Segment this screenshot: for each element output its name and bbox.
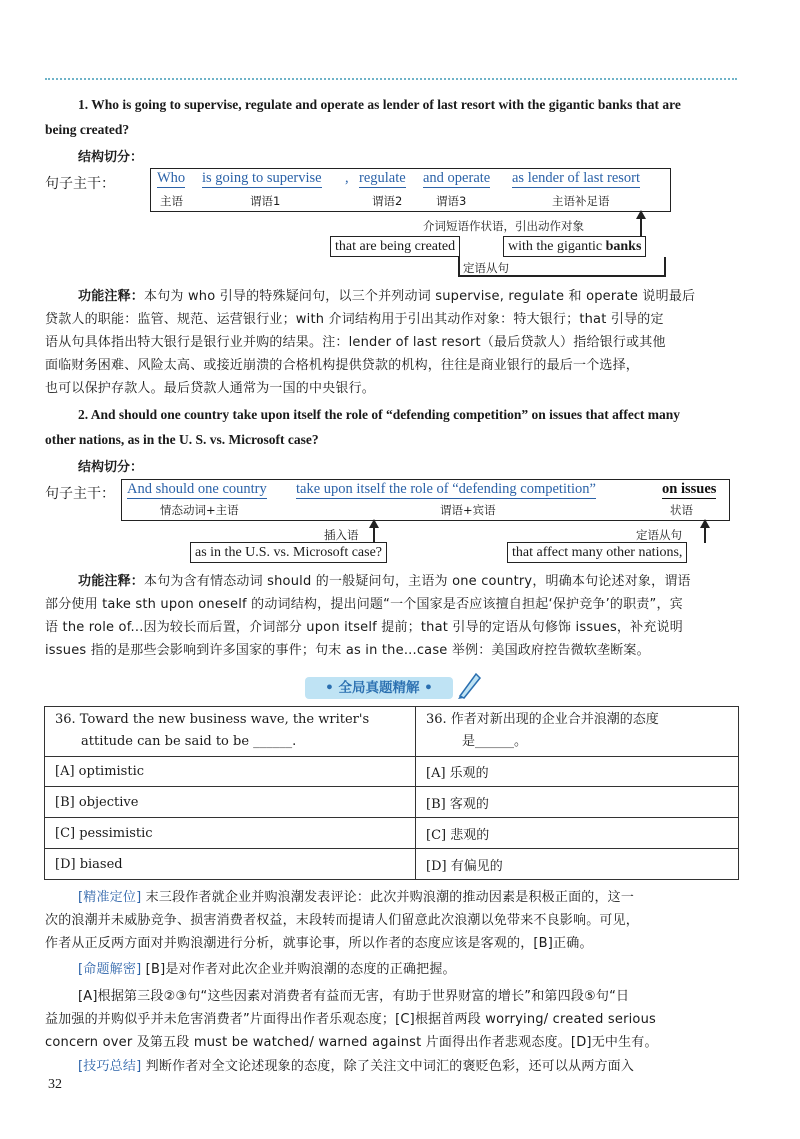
pen-icon xyxy=(456,670,482,700)
q1-role-pred2: 谓语2 xyxy=(372,194,403,208)
analysis-line2: 次的浪潮并未威胁竞争、损害消费者权益，末段转而提请人们留意此次浪潮以免带来不良影响。可见， xyxy=(45,913,640,928)
q2-main-label: 句子主干： xyxy=(45,486,115,502)
q2-func-line3: 语 the role of...因为较长而后置，介词部分 upon itself 提前；that 引导的定语从句修饰 issues，补充说明 xyxy=(45,620,683,635)
option-d-zh: [D] 有偏见的 xyxy=(416,849,739,880)
q1-func-line5: 也可以保护存款人。最后贷款人通常为一国的中央银行。 xyxy=(45,381,376,396)
q1-attr-bracket-right xyxy=(664,257,666,275)
q1-seg-comma: , xyxy=(345,170,349,186)
zh-stem-line1: 36. 作者对新出现的企业合并浪潮的态度 xyxy=(426,712,659,727)
section-badge: • 全局真题精解 • xyxy=(305,677,453,699)
q1-func-text1: 本句为 who 引导的特殊疑问句，以三个并列动词 supervise, regulate 和 operate 说明最后 xyxy=(144,289,696,304)
option-b-zh: [B] 客观的 xyxy=(416,787,739,818)
q2-sentence-line2: other nations, as in the U. S. vs. Microsoft case? xyxy=(45,432,319,447)
q1-func-line3: 语从句具体指出特大银行是银行业并购的结果。注：lender of last resort（最后贷款人）指给银行或其他 xyxy=(45,335,666,350)
q2-func-line4: issues 指的是那些会影响到许多国家的事件；句末 as in the...case 举例：美国政府控告微软垄断案。 xyxy=(45,643,650,658)
q2-func-text1: 本句为含有情态动词 should 的一般疑问句，主语为 one country，明确本句论述对象，谓语 xyxy=(144,574,691,589)
q1-sentence-line2: being created? xyxy=(45,122,130,137)
option-b-en: [B] objective xyxy=(45,787,416,818)
q2-role-subject: 情态动词+主语 xyxy=(160,503,239,517)
tag-precise-location: [精准定位] xyxy=(78,890,142,905)
analysis-text2: [B]是对作者对此次企业并购浪潮的态度的正确把握。 xyxy=(141,962,456,977)
q2-seg-issues: on issues xyxy=(662,481,717,497)
analysis-line4 xyxy=(78,958,748,981)
en-stem-cell xyxy=(45,707,416,757)
analysis-line3: 作者从正反两方面对并购浪潮进行分析，就事论事，所以作者的态度应该是客观的，[B]正确。 xyxy=(45,936,593,951)
q2-seg-predicate: take upon itself the role of “defending competition” xyxy=(296,481,596,497)
q1-box-prep-text: with the gigantic xyxy=(508,239,606,254)
q1-box-clause: that are being created xyxy=(330,236,460,257)
q2-arrow-attr-line xyxy=(704,527,706,543)
option-a-en: [A] optimistic xyxy=(45,757,416,787)
q1-structure-label: 结构切分： xyxy=(78,150,144,165)
en-stem-line2: attitude can be said to be ______. xyxy=(81,734,297,749)
q1-main-label: 句子主干： xyxy=(45,176,115,192)
q1-seg-who: Who xyxy=(157,170,186,186)
analysis-line1 xyxy=(78,886,748,909)
q1-sentence-line1: 1. Who is going to supervise, regulate and operate as lender of last resort with the gigantic banks that are xyxy=(78,97,681,112)
table-row-option xyxy=(45,787,739,818)
q1-seg-supervise: is going to supervise xyxy=(202,170,322,186)
q1-seg-operate: and operate xyxy=(423,170,491,186)
q2-note-attr: 定语从句 xyxy=(636,528,682,542)
q1-note-attr: 定语从句 xyxy=(463,261,509,275)
q2-func-line1 xyxy=(78,570,748,593)
analysis-line7: concern over 及第五段 must be watched/ warned against 片面得出作者悲观态度。[D]无中生有。 xyxy=(45,1035,658,1050)
q2-structure-label: 结构切分： xyxy=(78,460,144,475)
analysis-text4: 判断作者对全文论述现象的态度，除了关注文中词汇的褒贬色彩，还可以从两方面入 xyxy=(141,1059,635,1074)
option-a-zh: [A] 乐观的 xyxy=(416,757,739,787)
q2-note-insert: 插入语 xyxy=(324,528,359,542)
q1-role-subject: 主语 xyxy=(160,194,183,208)
en-stem-line1: 36. Toward the new business wave, the writer's xyxy=(55,712,370,727)
option-c-en: [C] pessimistic xyxy=(45,818,416,849)
tag-technique-summary: [技巧总结] xyxy=(78,1059,142,1074)
q2-seg-subject: And should one country xyxy=(127,481,267,497)
q2-box-insert: as in the U.S. vs. Microsoft case? xyxy=(190,542,387,563)
zh-stem-line2: 是______。 xyxy=(462,734,528,749)
table-row-option xyxy=(45,818,739,849)
q1-func-label: 功能注释： xyxy=(78,289,145,304)
table-row-option xyxy=(45,849,739,880)
q1-note-prep: 介词短语作状语，引出动作对象 xyxy=(423,219,584,233)
q1-func-line2: 贷款人的职能：监管、规范、运营银行业；with 介词结构用于引出其动作对象：特大银行；that 引导的定 xyxy=(45,312,664,327)
q1-seg-regulate: regulate xyxy=(359,170,406,186)
q1-func-line4: 面临财务困难、风险太高、或接近崩溃的合格机构提供贷款的机构，往往是商业银行的最后一个选择， xyxy=(45,358,640,373)
zh-stem-cell xyxy=(416,707,739,757)
tag-question-decode: [命题解密] xyxy=(78,962,142,977)
q1-func-line1 xyxy=(78,285,748,308)
q2-func-label: 功能注释： xyxy=(78,574,145,589)
q1-role-pred1: 谓语1 xyxy=(250,194,281,208)
q2-role-predicate: 谓语+宾语 xyxy=(440,503,496,517)
option-d-en: [D] biased xyxy=(45,849,416,880)
analysis-text1-a: 末三段作者就企业并购浪潮发表评论：此次并购浪潮的推动因素是积极正面的，这一 xyxy=(141,890,635,905)
question-table xyxy=(44,706,739,880)
analysis-line5: [A]根据第三段②③句“这些因素对消费者有益而无害，有助于世界财富的增长”和第四段⑤句“日 xyxy=(78,989,630,1004)
q1-attr-bracket-left xyxy=(458,257,460,275)
q1-role-complement: 主语补足语 xyxy=(552,194,610,208)
q1-seg-lender: as lender of last resort xyxy=(512,170,641,186)
q1-box-prep xyxy=(503,236,646,257)
q2-func-line2: 部分使用 take sth upon oneself 的动词结构，提出问题“一个国家是否应该擅自担起‘保护竞争’的职责”，宾 xyxy=(45,597,683,612)
analysis-line8 xyxy=(78,1055,748,1078)
q2-role-adverbial: 状语 xyxy=(670,503,693,517)
q2-arrow-insert-line xyxy=(373,527,375,543)
q1-arrow-line xyxy=(640,218,642,236)
q1-box-prep-bold: banks xyxy=(605,239,642,254)
analysis-line6: 益加强的并购似乎并未危害消费者”片面得出作者乐观态度；[C]根据首两段 worrying/ created serious xyxy=(45,1012,656,1027)
table-row-stem xyxy=(45,707,739,757)
q2-sentence-line1: 2. And should one country take upon itself the role of “defending competition” on issues that affect many xyxy=(78,407,681,422)
header-dotted-rule xyxy=(45,78,737,80)
option-c-zh: [C] 悲观的 xyxy=(416,818,739,849)
table-row-option xyxy=(45,757,739,787)
page-number: 32 xyxy=(48,1077,62,1092)
q2-box-attr: that affect many other nations, xyxy=(507,542,687,563)
q1-role-pred3: 谓语3 xyxy=(436,194,467,208)
